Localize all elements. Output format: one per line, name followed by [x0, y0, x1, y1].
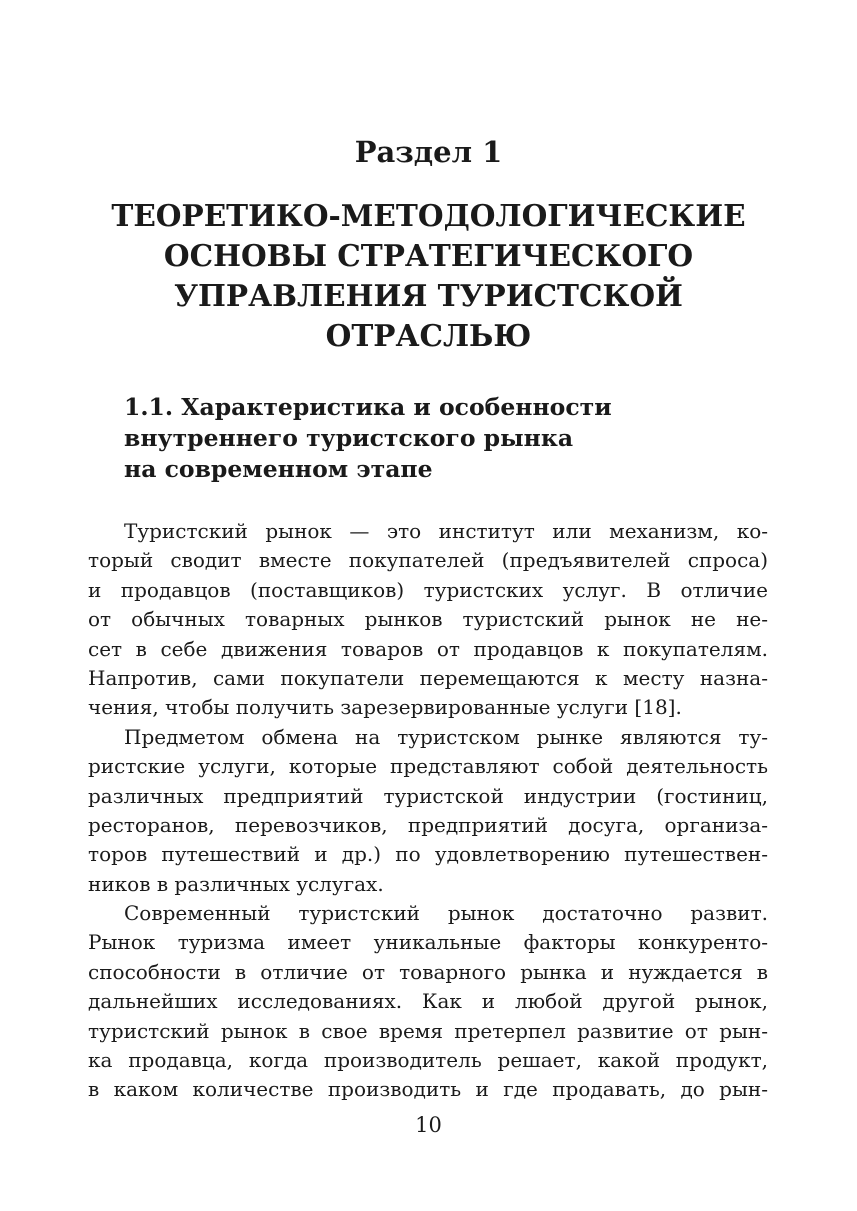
subsection-title-line: 1.1. Характеристика и особенности: [124, 393, 612, 421]
text-line: сет в себе движения товаров от продавцов к покупателям.: [88, 636, 768, 661]
text-line: торый сводит вместе покупателей (предъявителей спроса): [88, 548, 768, 573]
text-line: от обычных товарных рынков туристский рынок не не-: [88, 607, 768, 632]
text-line: различных предприятий туристской индустрии (гостиниц,: [88, 783, 768, 808]
text-line: ристские услуги, которые представляют собой деятельность: [88, 754, 768, 779]
chapter-title: [60, 196, 797, 356]
chapter-title-line: УПРАВЛЕНИЯ ТУРИСТСКОЙ: [174, 278, 683, 313]
chapter-title-line: ТЕОРЕТИКО-МЕТОДОЛОГИЧЕСКИЕ: [111, 198, 746, 233]
text-line: Современный туристский рынок достаточно развит.: [124, 901, 768, 926]
subsection-title-line: внутреннего туристского рынка: [124, 424, 574, 452]
text-line: Рынок туризма имеет уникальные факторы конкуренто-: [88, 930, 768, 955]
body-text: [88, 517, 768, 1105]
paragraph-2: [88, 723, 768, 899]
text-line: способности в отличие от товарного рынка и нуждается в: [88, 959, 768, 984]
text-line: ресторанов, перевозчиков, предприятий досуга, организа-: [88, 812, 768, 837]
text-line: чения, чтобы получить зарезервированные услуги [18].: [88, 695, 682, 720]
text-line: Туристский рынок — это институт или механизм, ко-: [124, 519, 768, 543]
chapter-title-line: ОСНОВЫ СТРАТЕГИЧЕСКОГО: [163, 238, 694, 273]
paragraph-1: [88, 517, 768, 723]
section-label: Раздел 1: [354, 135, 503, 169]
text-line: в каком количестве производить и где продавать, до рын-: [88, 1077, 768, 1102]
page-number: 10: [415, 1113, 442, 1137]
text-line: ка продавца, когда производитель решает, какой продукт,: [88, 1048, 768, 1073]
text-line: Напротив, сами покупатели перемещаются к месту назна-: [88, 665, 768, 690]
text-line: туристский рынок в свое время претерпел развитие от рын-: [88, 1018, 768, 1043]
text-line: дальнейших исследованиях. Как и любой другой рынок,: [88, 989, 768, 1014]
subsection-title-line: на современном этапе: [124, 455, 433, 483]
text-line: Предметом обмена на туристском рынке являются ту-: [124, 724, 768, 749]
text-line: торов путешествий и др.) по удовлетворению путешествен-: [88, 842, 768, 867]
paragraph-3: [88, 899, 768, 1105]
text-line: ников в различных услугах.: [88, 871, 384, 896]
subsection-title: [124, 392, 784, 485]
text-line: и продавцов (поставщиков) туристских услуг. В отличие: [88, 577, 768, 602]
chapter-title-line: ОТРАСЛЬЮ: [325, 318, 532, 353]
